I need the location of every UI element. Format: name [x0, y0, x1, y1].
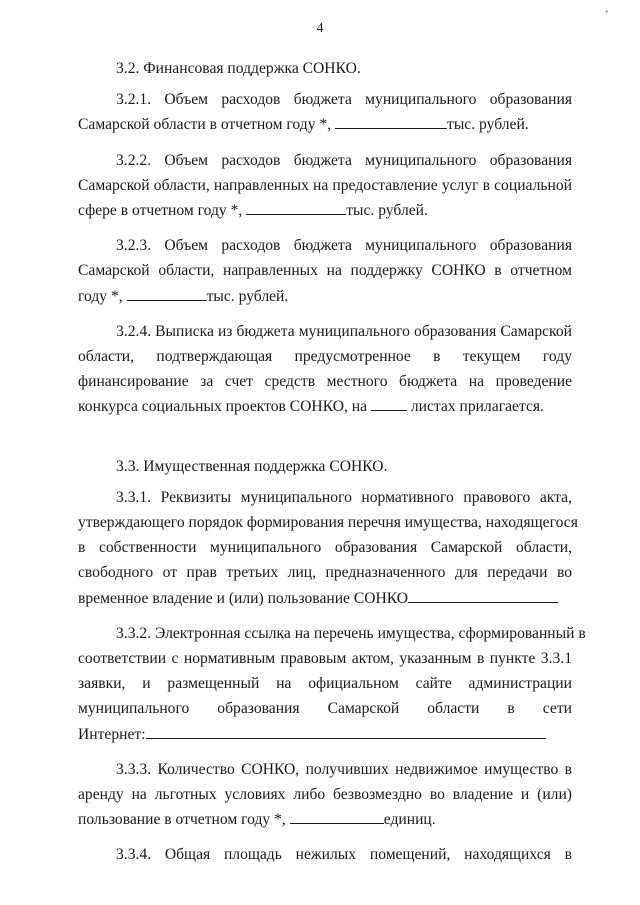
- item-3-3-4: 3.3.4. Общая площадь нежилых помещений, находящихся в: [116, 846, 572, 864]
- section-3-3-title: 3.3. Имущественная поддержка СОНКО.: [116, 457, 388, 475]
- blank-field: [146, 723, 546, 739]
- blank-field: [371, 395, 407, 411]
- section-3-3: [78, 454, 572, 479]
- blank-field: [290, 808, 384, 824]
- section-3-2-title: 3.2. Финансовая поддержка СОНКО.: [116, 60, 361, 77]
- item-3-3-1: 3.3.1. Реквизиты муниципального нормативного правового акта, утверждающего порядок формирования перечня имущества, находящегося в собственности муниципального образования Самарской области, свободного от прав третьих лиц, предназначенного для передачи во временное владение и (или) пользование СОНКО: [78, 488, 578, 607]
- document-body: [78, 56, 586, 868]
- page-number: 4: [316, 21, 324, 36]
- blank-field: [246, 199, 346, 215]
- blank-field: [127, 285, 207, 301]
- scan-speck: ˚: [605, 10, 609, 21]
- item-3-3-2: 3.3.2. Электронная ссылка на перечень имущества, сформированный в соответствии с нормативным правовым актом, указанным в пункте 3.3.1 заявки, и размещенный на официальном сайте администрации муниципального образования Самарской области в сети Интернет:: [78, 624, 586, 743]
- item-3-2-4: 3.2.4. Выписка из бюджета муниципального образования Самарской области, подтверждающая предусмотренное в текущем году финансирование за счет средств местного бюджета на проведение конкурса социальных проектов СОНКО, на листах прилагается.: [78, 322, 572, 416]
- item-3-2-2: 3.2.2. Объем расходов бюджета муниципального образования Самарской области, направленных на предоставление услуг в социальной сфере в отчетном году *, тыс. рублей.: [78, 151, 572, 220]
- item-3-3-3: 3.3.3. Количество СОНКО, получивших недвижимое имущество в аренду на льготных условиях либо безвозмездно во владение и (или) пользование в отчетном году *, единиц.: [78, 760, 572, 829]
- blank-field: [335, 113, 447, 129]
- item-3-2-1: 3.2.1. Объем расходов бюджета муниципального образования Самарской области в отчетном году *, тыс. рублей.: [78, 91, 572, 134]
- item-3-2-3: 3.2.3. Объем расходов бюджета муниципального образования Самарской области, направленных на поддержку СОНКО в отчетном году *, тыс. рублей.: [78, 237, 572, 305]
- blank-field: [408, 587, 558, 603]
